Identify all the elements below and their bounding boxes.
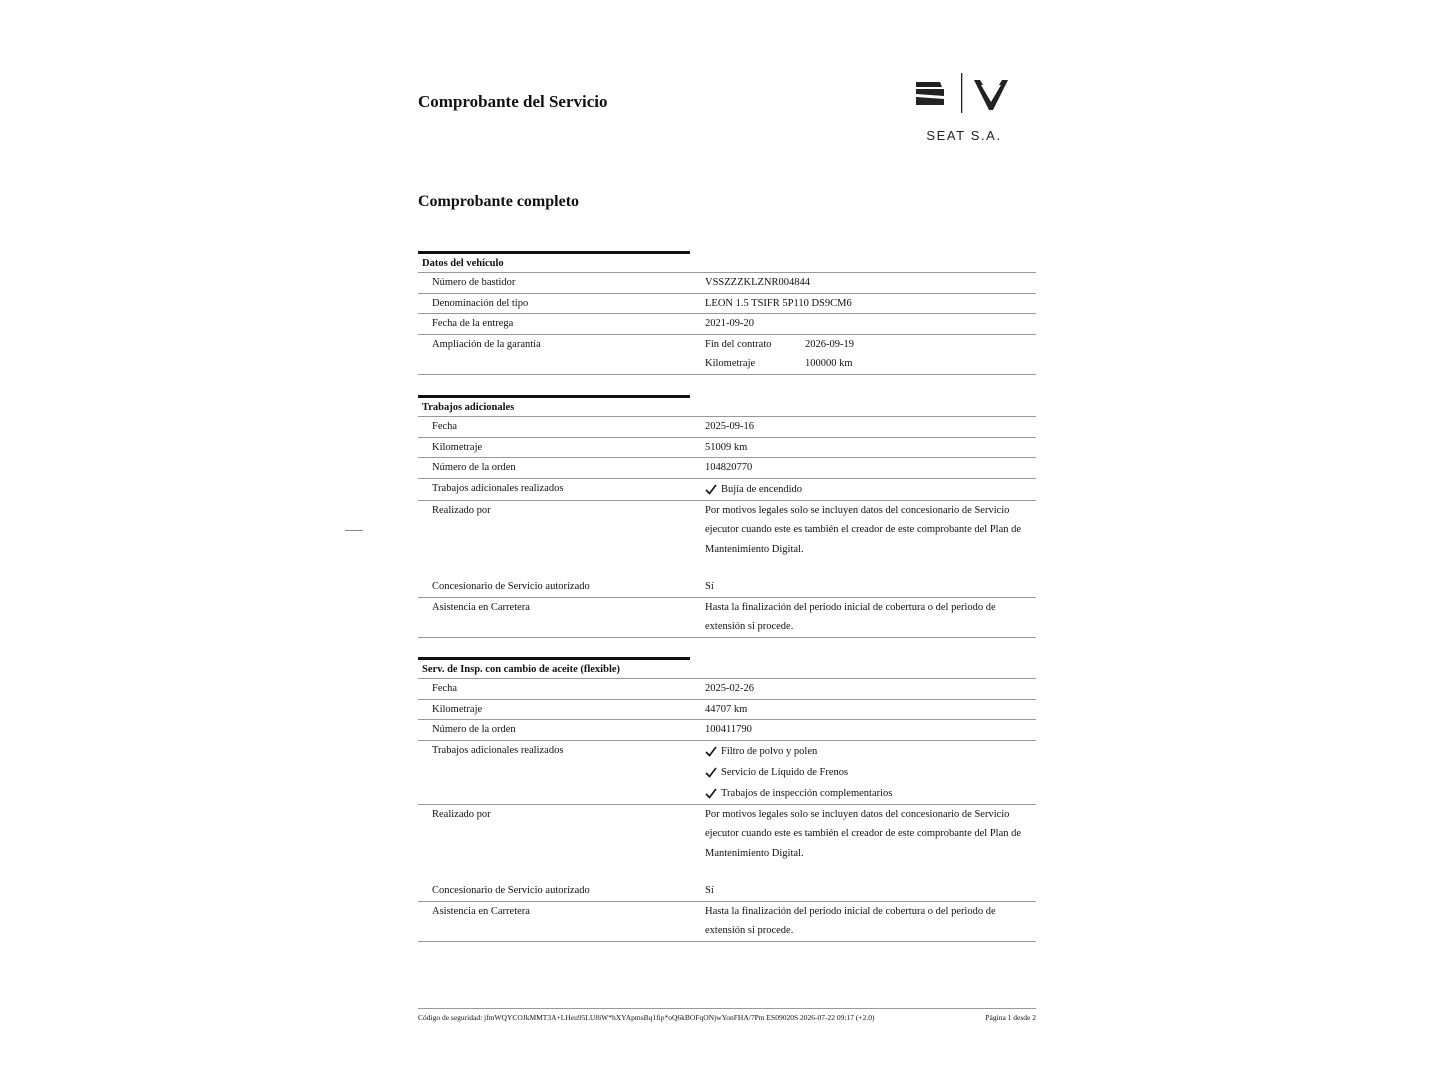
checkmark-icon <box>705 767 717 778</box>
checkmark-icon <box>705 788 717 799</box>
table-row <box>418 479 1036 501</box>
table-row <box>418 458 1036 479</box>
work-item: Bujía de encendido <box>705 479 1036 500</box>
row-label: Fecha <box>432 421 458 432</box>
vehicle-section <box>418 251 1036 375</box>
section-header: Trabajos adicionales <box>418 395 1036 417</box>
table-row <box>418 881 1036 902</box>
table-row <box>418 314 1036 335</box>
row-label: Kilometraje <box>432 703 483 715</box>
row-label: Kilometraje <box>432 441 483 453</box>
sub-value: 2026-09-19 <box>805 338 854 350</box>
table-row <box>418 438 1036 459</box>
row-value: Sí <box>705 885 714 896</box>
row-label: Número de la orden <box>432 462 516 473</box>
table-row <box>418 273 1036 294</box>
row-value: 100411790 <box>705 724 752 735</box>
document-subtitle: Comprobante completo <box>418 193 580 210</box>
row-value: 104820770 <box>705 462 753 473</box>
sub-label: Kilometraje <box>705 358 756 369</box>
row-label: Fecha de la entrega <box>432 318 514 329</box>
row-label: Trabajos adicionales realizados <box>432 482 564 494</box>
table-row <box>418 598 1036 638</box>
security-code: Código de seguridad: jfmWQYCOJkMMT3A+LHeu95LU8iW*hXYApmsBq1fip*oQ6kBOFqONjwYonFHA/7Pm ES09020S 2026-07-22 09:17 (+2.0) <box>418 1013 875 1022</box>
row-label: Concesionario de Servicio autorizado <box>432 581 590 592</box>
work-item: Trabajos de inspección complementarios <box>705 783 1036 804</box>
table-row <box>418 741 1036 805</box>
row-label: Trabajos adicionales realizados <box>432 744 564 756</box>
row-value: LEON 1.5 TSIFR 5P110 DS9CM6 <box>705 297 852 309</box>
page-number: Página 1 desde 2 <box>985 1013 1036 1022</box>
table-row <box>418 720 1036 741</box>
row-value: Por motivos legales solo se incluyen datos del concesionario de Servicio ejecutor cuando este es también el creador de este comprobante del Plan de Mantenimiento Digital. <box>705 808 1022 859</box>
work-item: Servicio de Líquido de Frenos <box>705 762 1036 783</box>
row-label: Concesionario de Servicio autorizado <box>432 885 590 896</box>
table-row <box>418 902 1036 942</box>
margin-mark <box>345 530 363 531</box>
row-value: Hasta la finalización del periodo inicial de cobertura o del periodo de extensión si procede. <box>705 905 996 936</box>
seat-cupra-logo-icon <box>914 72 1014 116</box>
table-row <box>418 805 1036 882</box>
row-label: Realizado por <box>432 808 491 820</box>
section-header: Datos del vehículo <box>418 251 1036 273</box>
page-footer <box>418 1008 1036 1022</box>
table-row <box>418 294 1036 315</box>
sub-value: 100000 km <box>805 358 853 369</box>
brand-logo <box>914 72 1014 146</box>
table-row <box>418 679 1036 700</box>
row-value: 2025-09-16 <box>705 421 754 432</box>
table-row <box>418 501 1036 578</box>
row-value <box>705 335 1036 374</box>
table-row <box>418 577 1036 598</box>
work-list <box>705 741 1036 804</box>
checkmark-icon <box>705 484 717 495</box>
brand-name: SEAT S.A. <box>926 128 1002 143</box>
additional-works-section <box>418 395 1036 638</box>
row-label: Realizado por <box>432 504 491 516</box>
table-row <box>418 335 1036 375</box>
work-list <box>705 479 1036 500</box>
table-row <box>418 700 1036 721</box>
document-page <box>418 0 1036 1080</box>
row-value: VSSZZZKLZNR004844 <box>705 277 810 288</box>
row-value: 44707 km <box>705 703 748 715</box>
work-item: Filtro de polvo y polen <box>705 741 1036 762</box>
table-row <box>418 417 1036 438</box>
checkmark-icon <box>705 746 717 757</box>
sub-label: Fin del contrato <box>705 338 772 350</box>
row-label: Ampliación de la garantía <box>432 338 541 350</box>
row-value: 2025-02-26 <box>705 683 754 694</box>
row-label: Número de la orden <box>432 724 516 735</box>
row-value: 51009 km <box>705 441 748 453</box>
inspection-section <box>418 657 1036 942</box>
row-label: Asistencia en Carretera <box>432 601 530 613</box>
page-title: Comprobante del Servicio <box>418 92 608 111</box>
row-label: Denominación del tipo <box>432 297 529 309</box>
row-label: Asistencia en Carretera <box>432 905 530 917</box>
row-value: Sí <box>705 581 714 592</box>
row-value: Por motivos legales solo se incluyen datos del concesionario de Servicio ejecutor cuando este es también el creador de este comprobante del Plan de Mantenimiento Digital. <box>705 504 1022 555</box>
row-label: Número de bastidor <box>432 277 516 288</box>
row-label: Fecha <box>432 683 458 694</box>
row-value: 2021-09-20 <box>705 318 754 329</box>
section-header: Serv. de Insp. con cambio de aceite (flexible) <box>418 657 1036 679</box>
row-value: Hasta la finalización del periodo inicial de cobertura o del periodo de extensión si procede. <box>705 601 996 632</box>
